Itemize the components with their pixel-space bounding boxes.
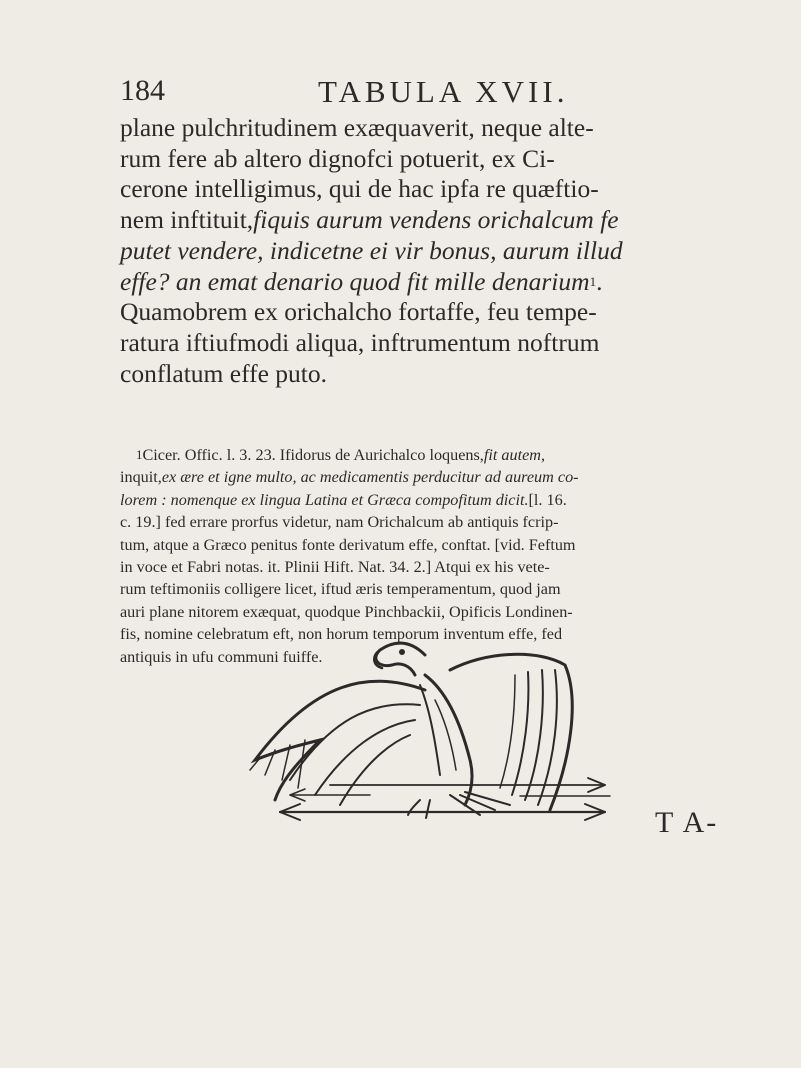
text-line: rum fere ab altero dignofci potuerit, ex Ci- xyxy=(120,143,555,173)
footnote-line: tum, atque a Græco penitus fonte derivatum effe, conftat. [vid. Feftum xyxy=(120,535,576,554)
footnote-line: auri plane nitorem exæquat, quodque Pinchbackii, Opificis Londinen- xyxy=(120,602,573,621)
page-number: 184 xyxy=(120,74,165,107)
text-line: conflatum effe puto. xyxy=(120,358,328,388)
footnote-line: 1 Cicer. Offic. l. 3. 23. Ifidorus de Aurichalco loquens, fit autem, xyxy=(120,444,675,466)
footnote-line: inquit, ex ære et igne multo, ac medicamentis perducitur ad aureum co- xyxy=(120,468,579,487)
footnote-line: c. 19.] fed errare prorfus videtur, nam Orichalcum ab antiquis fcrip- xyxy=(120,513,559,532)
eagle-vignette-engraving xyxy=(220,610,630,840)
text-line xyxy=(120,236,675,267)
text-line: cerone intelligimus, qui de hac ipfa re quæftio- xyxy=(120,174,599,204)
running-title: TABULA XVII. xyxy=(318,74,569,109)
text-line: plane pulchritudinem exæquaverit, neque alte- xyxy=(120,113,594,142)
text-line: Quamobrem ex orichalcho fortaffe, feu tempe- xyxy=(120,297,597,327)
text-line: ratura iftiufmodi aliqua, inftrumentum noftrum xyxy=(120,327,600,357)
footnote-line: rum teftimoniis colligere licet, iftud æris temperamentum, quod jam xyxy=(120,580,561,599)
main-paragraph xyxy=(120,113,675,389)
italic-quote: effe? an emat denario quod fit mille denarium xyxy=(120,266,590,296)
text-line: nem inftituit, fiquis aurum vendens orichalcum fe xyxy=(120,205,619,235)
page-header xyxy=(120,74,720,114)
footnote-line: in voce et Fabri notas. it. Plinii Hift. Nat. 34. 2.] Atqui ex his vete- xyxy=(120,558,550,577)
footnote-marker: 1 xyxy=(136,447,143,462)
text-line: effe? an emat denario quod fit mille denarium 1 . xyxy=(120,266,603,296)
footnote-reference: 1 xyxy=(589,273,597,289)
italic-quote: fiquis aurum vendens orichalcum fe xyxy=(253,205,619,235)
footnote-line: lorem : nomenque ex lingua Latina et Græca compofitum dicit. [l. 16. xyxy=(120,490,567,509)
italic-quote: putet vendere, indicetne ei vir bonus, aurum illud xyxy=(120,235,623,265)
footnote-line: antiquis in ufu communi fuiffe. xyxy=(120,647,323,666)
catchword: T A- xyxy=(655,806,719,839)
footnote-line: fis, nomine celebratum eft, non horum temporum inventum effe, fed xyxy=(120,625,563,644)
